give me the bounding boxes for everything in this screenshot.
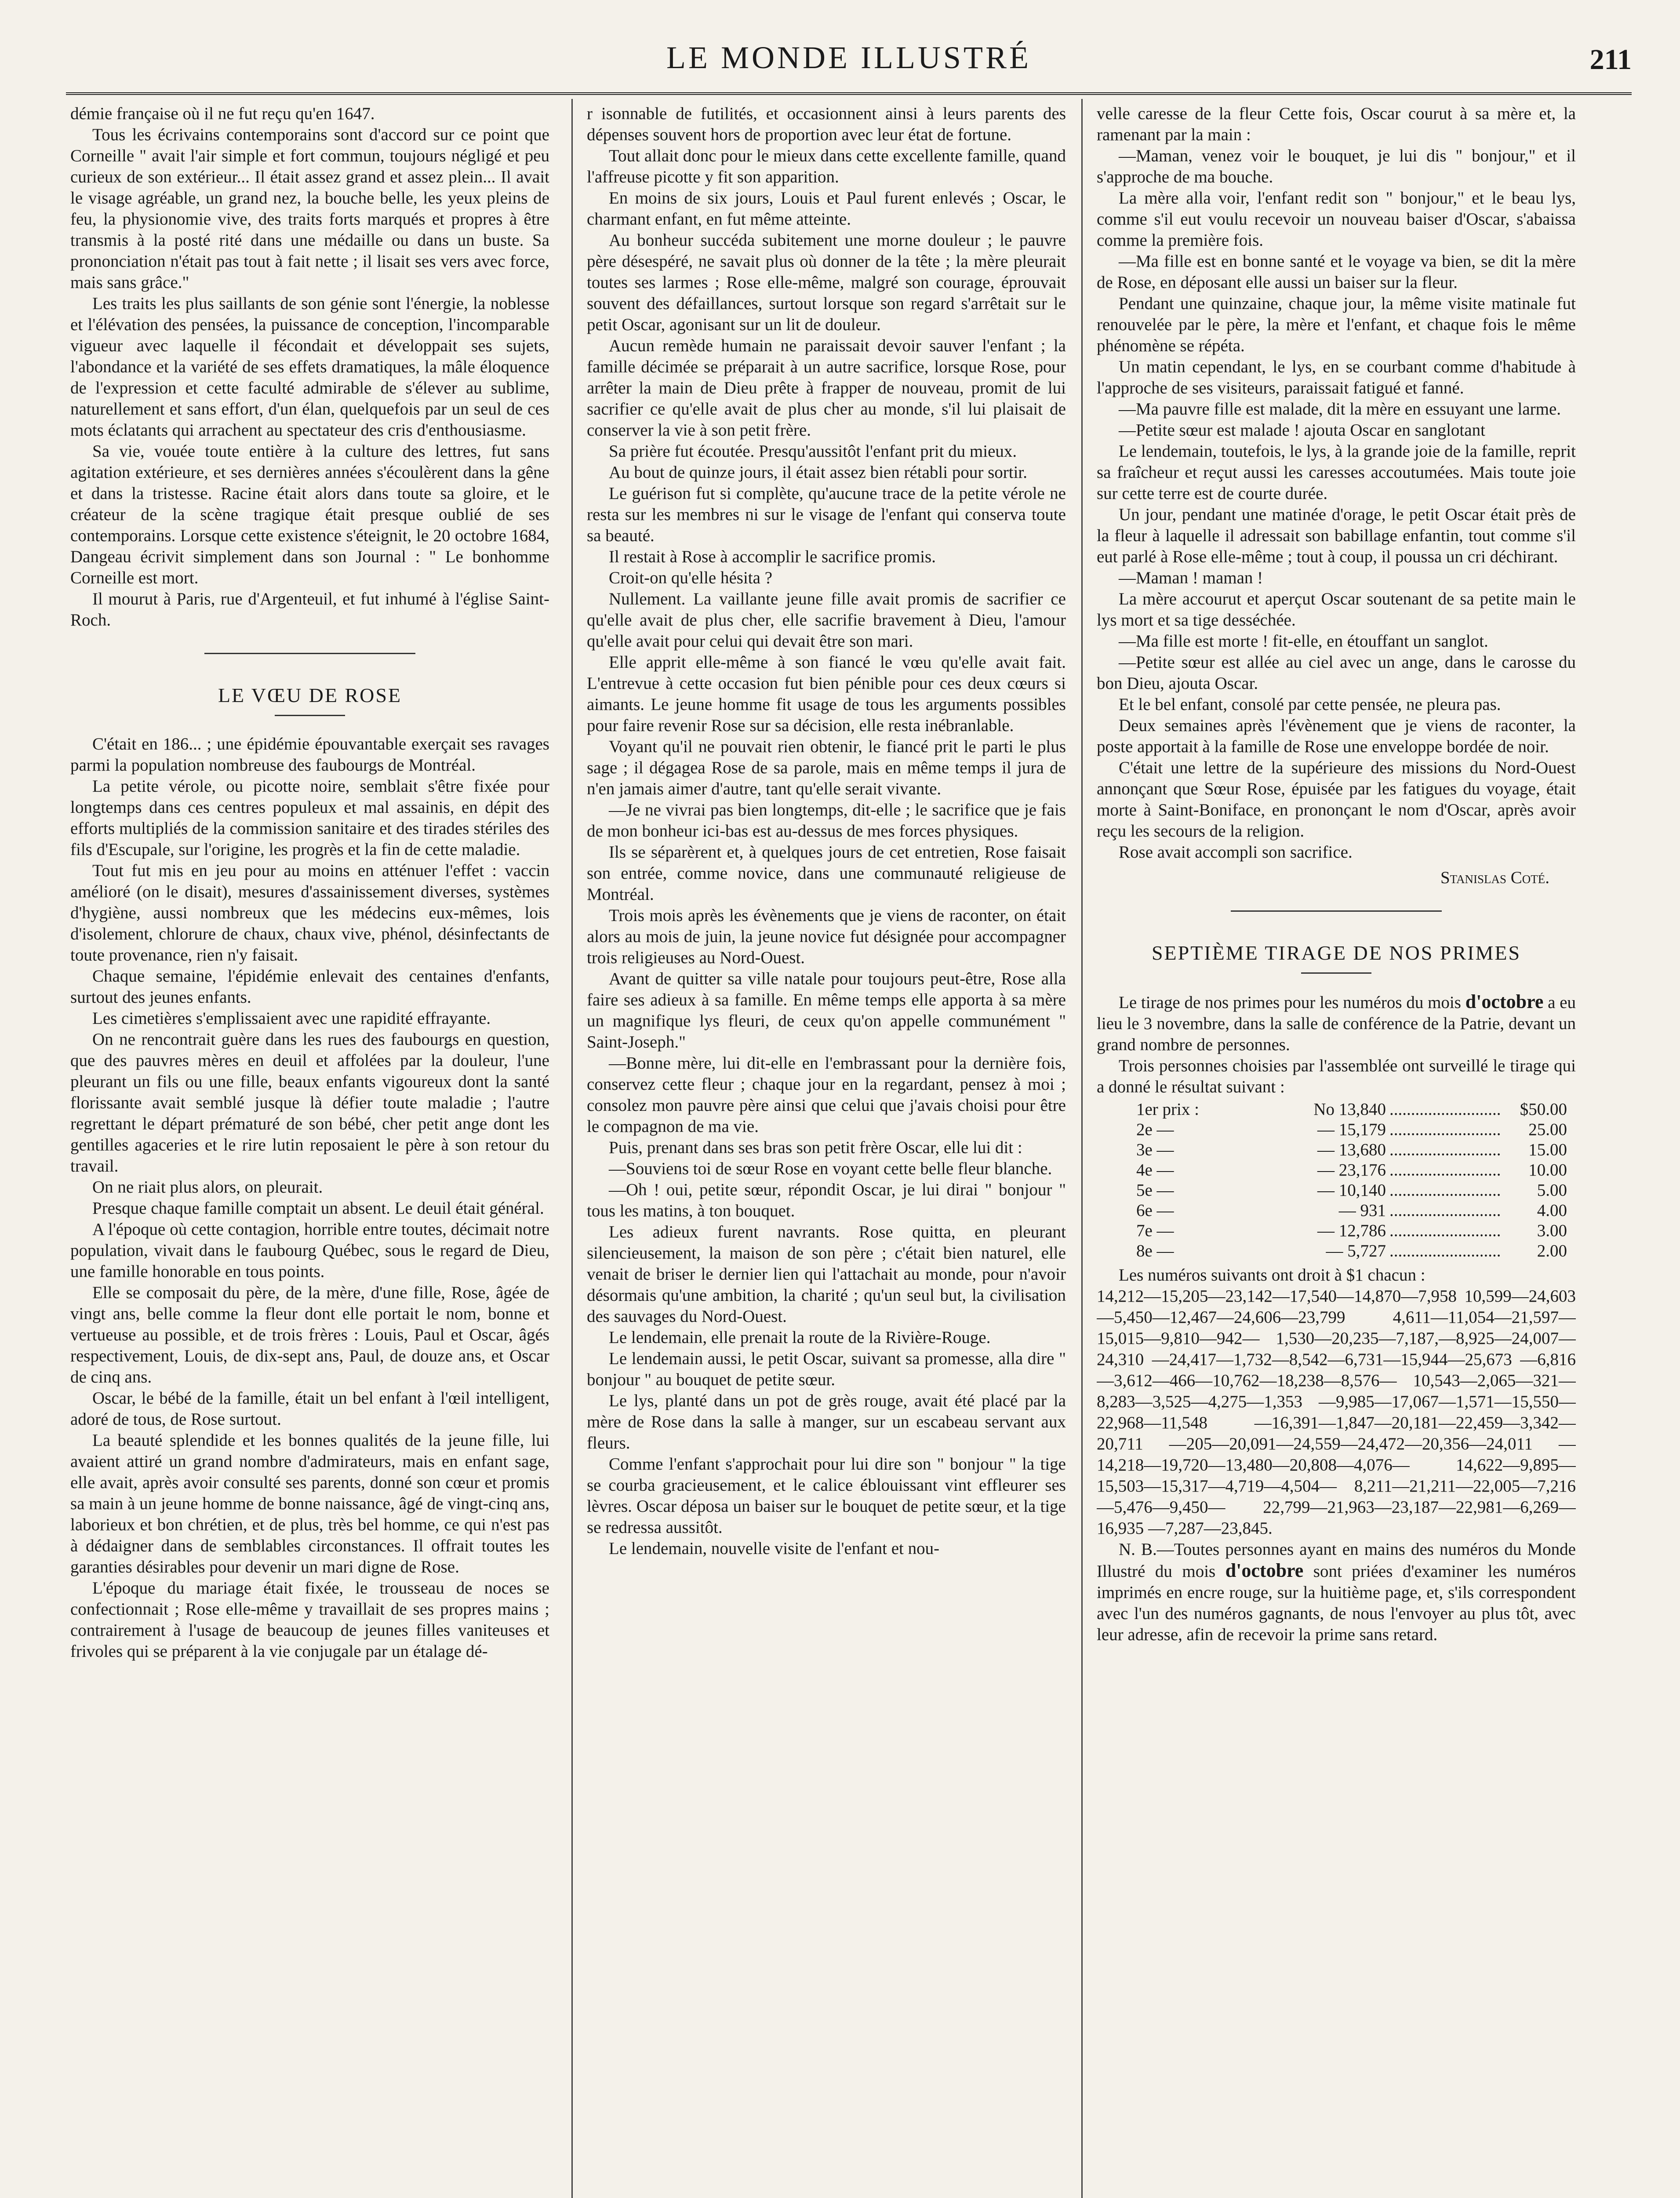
paragraph: Croit-on qu'elle hésita ? [609,568,773,587]
paragraph: Presque chaque famille comptait un absent. Le deuil était général. [92,1199,544,1218]
paragraph: En moins de six jours, Louis et Paul furent enlevés ; Oscar, le charmant enfant, en fut même atteinte. [587,189,1066,229]
paragraph: Rose avait accompli son sacrifice. [1119,843,1353,862]
paragraph: Le guérison fut si complète, qu'aucune trace de la petite vérole ne resta sur les membres ni sur le visage de l'enfant qui conserva toute sa beauté. [587,484,1066,545]
paragraph: —Ma fille est en bonne santé et le voyage va bien, se dit la mère de Rose, en déposant elle aussi un baiser sur la fleur. [1097,252,1576,292]
column-3 [1097,103,1576,2198]
prize-amount: 15.00 [1528,1140,1567,1159]
prize-amount: 10.00 [1528,1161,1567,1179]
paragraph: Pendant une quinzaine, chaque jour, la même visite matinale fut renouvelée par le père, la mère et l'enfant, et chaque fois le même phénomène se répéta. [1097,294,1576,355]
prize-table [1097,1099,1576,1261]
author-signature: Stanislas Coté. [1440,868,1549,887]
paragraph: Au bout de quinze jours, il était assez bien rétabli pour sortir. [609,463,1028,482]
prize-number: — 931 [1338,1201,1386,1220]
paragraph: —Souviens toi de sœur Rose en voyant cette belle fleur blanche. [609,1159,1052,1178]
lottery-title: SEPTIÈME TIRAGE DE NOS PRIMES [1151,942,1521,964]
prize-amount: 4.00 [1537,1201,1567,1220]
winning-numbers: 14,212—15,205—23,142—17,540—14,870—7,958 10,599—24,603—5,450—12,467—24,606—23,799 4,611—11,054—21,597—15,015—9,810—942— 1,530—20,235—7,187,—8,925—24,007—24,310 —24,417—1,732—8,542—6,731—15,944—25,673 —6,816—3,612—466—10,762—18,238—8,576— 10,543—2,065—321—8,283—3,525—4,275—1,353 —9,985—17,067—1,571—15,550—22,968—11,548 —16,391—1,847—20,181—22,459—3,342—20,711 —205—20,091—24,559—24,472—20,356—24,011 —14,218—19,720—13,480—20,808—4,076— 14,622—9,895—15,503—15,317—4,719—4,504— 8,211—21,211—22,005—7,216—5,476—9,450— 22,799—21,963—23,187—22,981—6,269—16,935 —7,287—23,845. [1097,1287,1576,1538]
paragraph: Comme l'enfant s'approchait pour lui dire son " bonjour " la tige se courba gracieusement, et le calice éblouissant vint effleurer ses lèvres. Oscar déposa un baiser sur le bouquet de petite sœur, et la tige se redressa aussitôt. [587,1455,1066,1537]
leader-dots: .......................... [1389,1221,1501,1240]
leader-dots: .......................... [1389,1201,1501,1220]
paragraph: —Ma fille est morte ! fit-elle, en étouffant un sanglot. [1119,632,1488,651]
paragraph: Le lendemain aussi, le petit Oscar, suivant sa promesse, alla dire " bonjour " au bouquet de petite sœur. [587,1349,1066,1389]
paragraph: La beauté splendide et les bonnes qualités de la jeune fille, lui avaient attiré un grand nombre d'admirateurs, mais en enfant sage, elle avait, après avoir consulté ses parents, donné son cœur et promis sa main à un jeune homme de bonne naissance, âgé de vingt-cinq ans, laborieux et bon chrétien, et de plus, très bel homme, ce qui n'est pas à dédaigner dans de semblables circonstances. Il offrait toutes les garanties désirables pour devenir un mari digne de Rose. [70,1431,549,1576]
paragraph: Les cimetières s'emplissaient avec une rapidité effrayante. [92,1009,491,1028]
paragraph: —Petite sœur est allée au ciel avec un ange, dans le carosse du bon Dieu, ajouta Oscar. [1097,653,1576,693]
nb-month: d'octobre [1225,1560,1304,1581]
paragraph: Sa vie, vouée toute entière à la culture des lettres, fut sans agitation extérieure, et ses dernières années s'écoulèrent dans la gêne et dans la tristesse. Racine était alors dans toute sa gloire, et le créateur de la scène tragique était presque oublié de ses contemporains. Lorsque cette existence s'éteignit, le 20 octobre 1684, Dangeau écrivit simplement dans son Journal : " Le bonhomme Corneille est mort. [70,442,549,587]
prize-place: 6e — [1136,1201,1174,1220]
leader-dots: .......................... [1389,1241,1501,1260]
prize-number: — 23,176 [1317,1161,1386,1179]
column-2 [587,103,1066,2198]
paragraph: Il mourut à Paris, rue d'Argenteuil, et fut inhumé à l'église Saint-Roch. [70,590,549,630]
paragraph: On ne rencontrait guère dans les rues des faubourgs en question, que des pauvres mères en deuil et affolées par la douleur, l'une pleurant un fils ou une fille, beaux enfants vigoureux dont la santé florissante avait semblé jusque là défier toute maladie ; l'autre regrettant le départ prématuré de son bébé, cher petit ange dont les gentilles agaceries et le rire lutin reposaient le père à son retour du travail. [70,1030,549,1175]
paragraph: velle caresse de la fleur Cette fois, Oscar courut à sa mère et, la ramenant par la main : [1097,104,1576,144]
paragraph: C'était une lettre de la supérieure des missions du Nord-Ouest annonçant que Sœur Rose, épuisée par les fatigues du voyage, était morte à Saint-Boniface, en prononçant le nom d'Oscar, après avoir reçu les secours de la religion. [1097,758,1576,841]
title-underline [1301,972,1371,974]
paragraph: Nullement. La vaillante jeune fille avait promis de sacrifier ce qu'elle avait de plus cher, elle sacrifie bravement à Dieu, l'amour qu'elle avait pour celui qui devait être son mari. [587,590,1066,651]
paragraph: —Maman, venez voir le bouquet, je lui dis " bonjour," et il s'approche de ma bouche. [1097,146,1576,186]
story-text-col1 [70,734,549,1662]
paragraph: Tout allait donc pour le mieux dans cette excellente famille, quand l'affreuse picotte y fit son apparition. [587,146,1066,186]
paragraph: Tous les écrivains contemporains sont d'accord sur ce point que Corneille " avait l'air simple et fort commun, toujours négligé et peu curieux de son extérieur... Il était assez grand et assez plein... Il avait le visage agréable, un grand nez, la bouche belle, les yeux pleins de feu, la physionomie vive, des traits forts marqués et propres à être transmis à la posté rité dans une médaille ou dans un buste. Sa prononciation n'était pas tout à fait nette ; il lisait ses vers avec force, mais sans grâce." [70,125,549,292]
nota-bene [1097,1539,1576,1645]
prize-amount: 25.00 [1528,1120,1567,1139]
nb-text: N. B.—Toutes personnes ayant en mains des numéros du Monde Illustré du mois [1097,1540,1576,1581]
paragraph: Il restait à Rose à accomplir le sacrifice promis. [609,547,936,566]
prize-number: — 5,727 [1326,1241,1386,1260]
paragraph: Le lendemain, toutefois, le lys, à la grande joie de la famille, reprit sa fraîcheur et reçut aussi les caresses accoutumées. Mais toute joie sur cette terre est de courte durée. [1097,442,1576,503]
paragraph: La mère alla voir, l'enfant redit son " bonjour," et le beau lys, comme s'il eut voulu recevoir un nouveau baiser d'Oscar, s'abaissa comme la première fois. [1097,189,1576,250]
prize-place: 8e — [1136,1241,1174,1260]
paragraph: Ils se séparèrent et, à quelques jours de cet entretien, Rose faisait son entrée, comme novice, dans une communauté religieuse de Montréal. [587,843,1066,904]
paragraph: Elle se composait du père, de la mère, d'une fille, Rose, âgée de vingt ans, belle comme la fleur dont elle portait le nom, bonne et vertueuse au possible, et de trois frères : Louis, Paul et Oscar, âgés respectivement, Louis, de dix-sept ans, Paul, de douze ans, et Oscar de cinq ans. [70,1283,549,1386]
paragraph: La petite vérole, ou picotte noire, semblait s'être fixée pour longtemps dans ces centres populeux et mal assainis, en dépit des efforts multipliés de la commission sanitaire et des tirades stériles des fils d'Escupale, sur l'origine, les progrès et la fin de cette maladie. [70,777,549,859]
masthead [66,40,1632,95]
corneille-article-end [70,103,549,631]
prize-amount: 2.00 [1537,1241,1567,1260]
prize-place: 2e — [1136,1120,1174,1139]
paragraph: Trois mois après les évènements que je viens de raconter, on était alors au mois de juin, la jeune novice fut désignée pour accompagner trois religieuses au Nord-Ouest. [587,906,1066,967]
page-number: 211 [1589,44,1632,76]
prize-row [1097,1201,1576,1221]
prize-row [1097,1120,1576,1140]
prize-row [1097,1160,1576,1180]
paragraph: Et le bel enfant, consolé par cette pensée, ne pleura pas. [1119,695,1501,714]
prize-row [1097,1180,1576,1201]
lottery-intro [1097,991,1576,1055]
leader-dots: .......................... [1389,1161,1501,1179]
section-separator [1231,910,1442,912]
paragraph: Avant de quitter sa ville natale pour toujours peut-être, Rose alla faire ses adieux à sa famille. En même temps elle apporta à sa mère un magnifique lys fleuri, de ceux qu'on appelle communément " Saint-Joseph." [587,969,1066,1052]
story-title: LE VŒU DE ROSE [218,684,402,706]
paragraph: —Je ne vivrai pas bien longtemps, dit-elle ; le sacrifice que je fais de mon bonheur ici-bas est au-dessus de mes forces physiques. [587,801,1066,841]
paragraph: La mère accourut et aperçut Oscar soutenant de sa petite main le lys mort et sa tige desséchée. [1097,590,1576,630]
paragraph: L'époque du mariage était fixée, le trousseau de noces se confectionnait ; Rose elle-même y travaillait de ses propres mains ; contrairement à l'usage de beaucoup de jeunes filles vaniteuses et frivoles qui se préparent à la vie conjugale par un étalage dé- [70,1579,549,1661]
paragraph: On ne riait plus alors, on pleurait. [92,1178,323,1197]
paragraph: —Maman ! maman ! [1119,568,1263,587]
paragraph: Un matin cependant, le lys, en se courbant comme d'habitude à l'approche de ses visiteurs, paraissait fatigué et fanné. [1097,357,1576,397]
intro-text-rest: a eu lieu le 3 novembre, dans la salle de conférence de la Patrie, devant un grand nombre de personnes. [1097,993,1576,1054]
paragraph: Sa prière fut écoutée. Presqu'aussitôt l'enfant prit du mieux. [609,442,1017,461]
prize-place: 5e — [1136,1181,1174,1200]
prize-number: — 12,786 [1317,1221,1386,1240]
leader-dots: .......................... [1389,1120,1501,1139]
column-rule [1081,99,1083,2198]
paragraph: Au bonheur succéda subitement une morne douleur ; le pauvre père désespéré, ne savait plus où donner de la tête ; la mère pleurait toutes ses larmes ; Rose elle-même, malgré son courage, éprouvait souvent des défaillances, surtout lorsque son regard s'arrêtait sur le petit Oscar, agonisant sur un lit de douleur. [587,231,1066,334]
paragraph: Le lys, planté dans un pot de grès rouge, avait été placé par la mère de Rose dans la salle à manger, sur un escabeau servant aux fleurs. [587,1391,1066,1452]
title-underline [275,715,345,716]
prize-number: No 13,840 [1313,1100,1386,1119]
paragraph: —Ma pauvre fille est malade, dit la mère en essuyant une larme. [1119,400,1561,418]
section-separator [204,653,415,654]
paragraph: A l'époque où cette contagion, horrible entre toutes, décimait notre population, vivait dans le faubourg Québec, sous le regard de Dieu, une famille honorable en tous points. [70,1220,549,1281]
prize-amount: 3.00 [1537,1221,1567,1240]
lottery-jury: Trois personnes choisies par l'assemblée ont surveillé le tirage qui a donné le résultat suivant : [1097,1056,1576,1096]
paragraph: Chaque semaine, l'épidémie enlevait des centaines d'enfants, surtout des jeunes enfants. [70,967,549,1007]
leader-dots: .......................... [1389,1100,1501,1119]
paragraph: Deux semaines après l'évènement que je viens de raconter, la poste apportait à la famille de Rose une enveloppe bordée de noir. [1097,716,1576,756]
nb-text-rest: sont priées d'examiner les numéros imprimés en encre rouge, sur la huitième page, et, s'ils correspondent avec l'un des numéros gagnants, de nous l'envoyer au plus tôt, avec leur adresse, afin de recevoir la prime sans retard. [1097,1562,1576,1644]
prize-place: 7e — [1136,1221,1174,1240]
paragraph: —Petite sœur est malade ! ajouta Oscar en sanglotant [1119,421,1485,440]
prize-number: — 10,140 [1317,1181,1386,1200]
prize-row [1097,1221,1576,1241]
prize-number: — 13,680 [1317,1140,1386,1159]
prize-row [1097,1241,1576,1261]
paragraph: Oscar, le bébé de la famille, était un bel enfant à l'œil intelligent, adoré de tous, de Rose surtout. [70,1389,549,1429]
paragraph: Les adieux furent navrants. Rose quitta, en pleurant silencieusement, la maison de son père ; c'était bien naturel, elle venait de briser le dernier lien qui l'attachait au monde, pour n'avoir désormais qu'une ambition, la charité ; qu'un seul but, la civilisation des sauvages du Nord-Ouest. [587,1223,1066,1326]
leader-dots: .......................... [1389,1140,1501,1159]
prize-row [1097,1099,1576,1120]
paragraph: Un jour, pendant une matinée d'orage, le petit Oscar était près de la fleur à laquelle il adressait son babillage enfantin, tout comme s'il eut parlé à Rose elle-même ; tout à coup, il poussa un cri déchirant. [1097,505,1576,566]
paragraph: Tout fut mis en jeu pour au moins en atténuer l'effet : vaccin amélioré (on le disait), mesures d'assainissement diverses, systèmes d'hygiène, aussi nombreux que les médecins eux-mêmes, lois d'isolement, chlorure de chaux, chaux vive, phénol, désinfectants de toute provenance, rien n'y faisait. [70,861,549,964]
column-rule [571,99,573,2198]
intro-text: Le tirage de nos primes pour les numéros du mois [1119,993,1461,1012]
paragraph: Le lendemain, nouvelle visite de l'enfant et nou- [609,1539,940,1558]
paragraph: C'était en 186... ; une épidémie épouvantable exerçait ses ravages parmi la population nombreuse des faubourgs de Montréal. [70,735,549,775]
prize-number: — 15,179 [1317,1120,1386,1139]
prize-place: 1er prix : [1136,1100,1199,1119]
paragraph: Aucun remède humain ne paraissait devoir sauver l'enfant ; la famille décimée se préparait à un autre sacrifice, lorsque Rose, pour arrêter la main de Dieu prête à frapper de nouveau, promit de lui sacrifier ce qu'elle avait de plus cher au monde, s'il lui plaisait de conserver la vie à son petit frère. [587,336,1066,440]
prize-amount: 5.00 [1537,1181,1567,1200]
paragraph: Elle apprit elle-même à son fiancé le vœu qu'elle avait fait. L'entrevue à cette occasion fut bien pénible pour ces deux cœurs si aimants. Le jeune homme fit usage de tous les arguments possibles pour faire revenir Rose sur sa décision, elle resta inébranlable. [587,653,1066,735]
paragraph: démie française où il ne fut reçu qu'en 1647. [70,104,375,123]
paragraph: Voyant qu'il ne pouvait rien obtenir, le fiancé prit le parti le plus sage ; il dégagea Rose de sa parole, mais en même temps il jura de n'en jamais aimer d'autre, tant qu'elle serait vivante. [587,737,1066,798]
prize-place: 4e — [1136,1161,1174,1179]
prize-amount: $50.00 [1520,1100,1567,1119]
paragraph: Les traits les plus saillants de son génie sont l'énergie, la noblesse et l'élévation des pensées, la puissance de conception, l'incomparable vigueur avec laquelle il fécondait et développait ses sujets, l'abondance et la variété de ses effets dramatiques, la mâle éloquence de l'expression et cette faculté admirable de s'élever au sublime, naturellement et sans effort, d'un élan, quelquefois par un seul de ces mots éclatants qui arrachent au spectateur des cris d'enthousiasme. [70,294,549,440]
prize-place: 3e — [1136,1140,1174,1159]
paragraph: Le lendemain, elle prenait la route de la Rivière-Rouge. [609,1328,991,1347]
paragraph: —Oh ! oui, petite sœur, répondit Oscar, je lui dirai " bonjour " tous les matins, à ton bouquet. [587,1180,1066,1220]
paragraph: Puis, prenant dans ses bras son petit frère Oscar, elle lui dit : [609,1138,1022,1157]
newspaper-title: LE MONDE ILLUSTRÉ [666,40,1031,75]
paragraph: r isonnable de futilités, et occasionnent ainsi à leurs parents des dépenses souvent hors de proportion avec leur état de fortune. [587,104,1066,144]
paragraph: —Bonne mère, lui dit-elle en l'embrassant pour la dernière fois, conservez cette fleur ; chaque jour en la regardant, pensez à moi ; consolez mon pauvre père ainsi que celui que j'avais choisi pour être le compagnon de ma vie. [587,1054,1066,1136]
others-intro: Les numéros suivants ont droit à $1 chacun : [1119,1266,1425,1285]
intro-month: d'octobre [1465,991,1544,1012]
leader-dots: .......................... [1389,1181,1501,1200]
column-1 [70,103,549,2198]
prize-row [1097,1140,1576,1160]
